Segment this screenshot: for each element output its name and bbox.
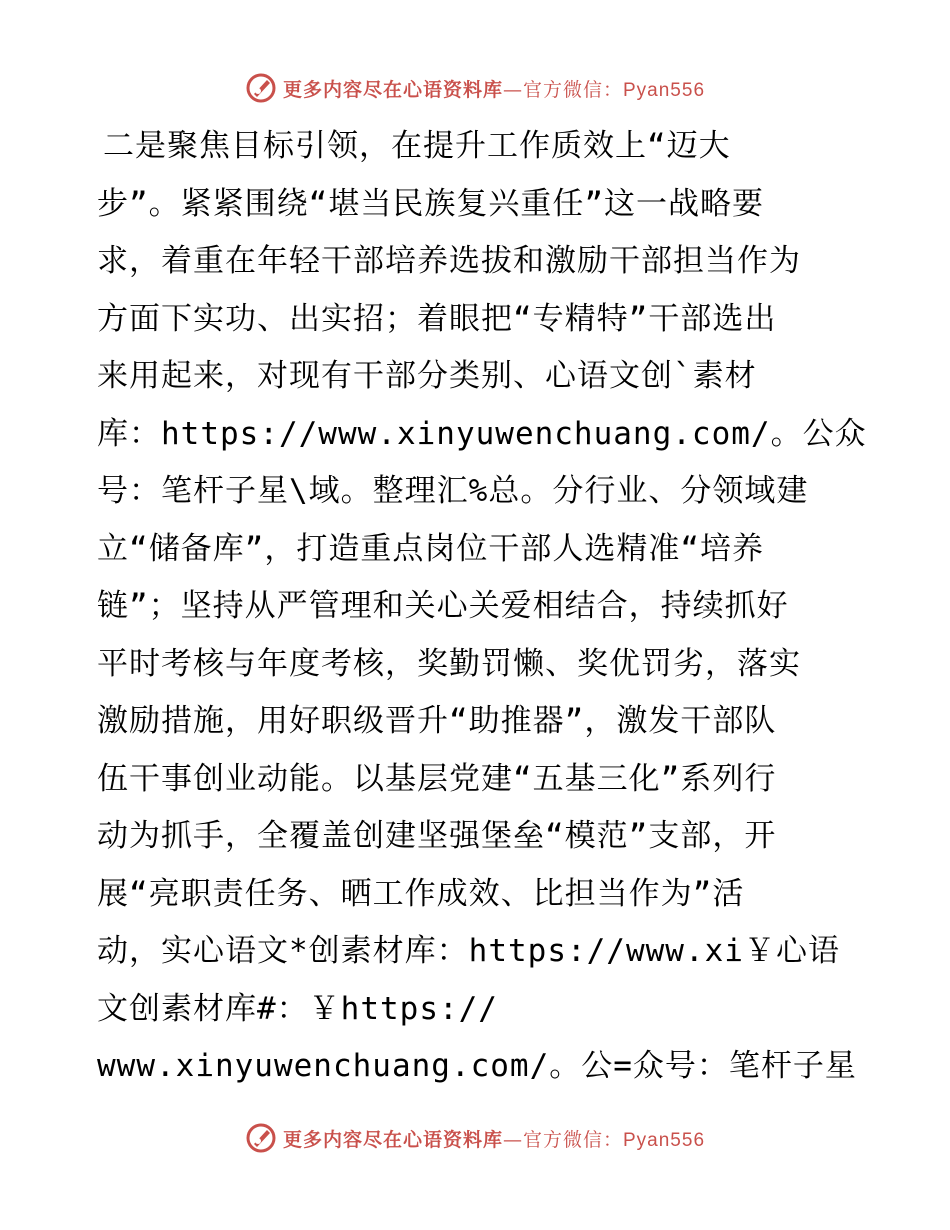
banner-text-part3: Pyan556 (623, 79, 706, 101)
banner-text (283, 1125, 705, 1152)
body-line: 文创素材库#：￥https:// (97, 990, 498, 1027)
body-line: 平时考核与年度考核，奖勤罚懒、奖优罚劣，落实 (97, 645, 801, 682)
body-line: 求，着重在年轻干部培养选拔和激励干部担当作为 (97, 243, 801, 279)
brand-logo-icon (245, 72, 277, 104)
banner-text-part1: 更多内容尽在心语资料库 (282, 78, 503, 101)
body-line: 链”；坚持从严管理和关心关爱相结合，持续抓好 (97, 588, 789, 624)
body-line: 来用起来，对现有干部分类别、心语文创`素材 (97, 358, 757, 394)
footer-banner (0, 1118, 950, 1158)
banner-text-part2: —官方微信： (502, 78, 623, 101)
body-line: 展“亮职责任务、晒工作成效、比担当作为”活 (97, 875, 745, 912)
body-line: 号：笔杆子星\域。整理汇%总。分行业、分领域建 (97, 473, 809, 509)
body-line: 库：https://www.xinyuwenchuang.com/。公众 (97, 415, 867, 452)
body-line: 立“储备库”，打造重点岗位干部人选精准“培养 (97, 530, 764, 567)
body-line: 伍干事创业动能。以基层党建“五基三化”系列行 (97, 760, 777, 797)
body-line: 动为抓手，全覆盖创建坚强堡垒“模范”支部，开 (97, 818, 777, 854)
body-line: 步”。紧紧围绕“堪当民族复兴重任”这一战略要 (97, 185, 764, 222)
banner-text-part2: —官方微信： (502, 1128, 623, 1151)
body-line: www.xinyuwenchuang.com/。公=众号：笔杆子星 (97, 1048, 857, 1084)
body-line: 动，实心语文*创素材库：https://www.xi￥心语 (97, 933, 840, 969)
body-text (97, 118, 867, 1096)
body-line: 方面下实功、出实招；着眼把“专精特”干部选出 (97, 300, 777, 337)
body-line: 二是聚焦目标引领，在提升工作质效上“迈大 (103, 128, 731, 164)
body-line: 激励措施，用好职级晋升“助推器”，激发干部队 (97, 703, 777, 739)
banner-text-part3: Pyan556 (623, 1129, 706, 1151)
banner-text-part1: 更多内容尽在心语资料库 (282, 1128, 503, 1151)
header-banner (0, 68, 950, 108)
brand-logo-icon (245, 1122, 277, 1154)
banner-text (283, 75, 705, 102)
